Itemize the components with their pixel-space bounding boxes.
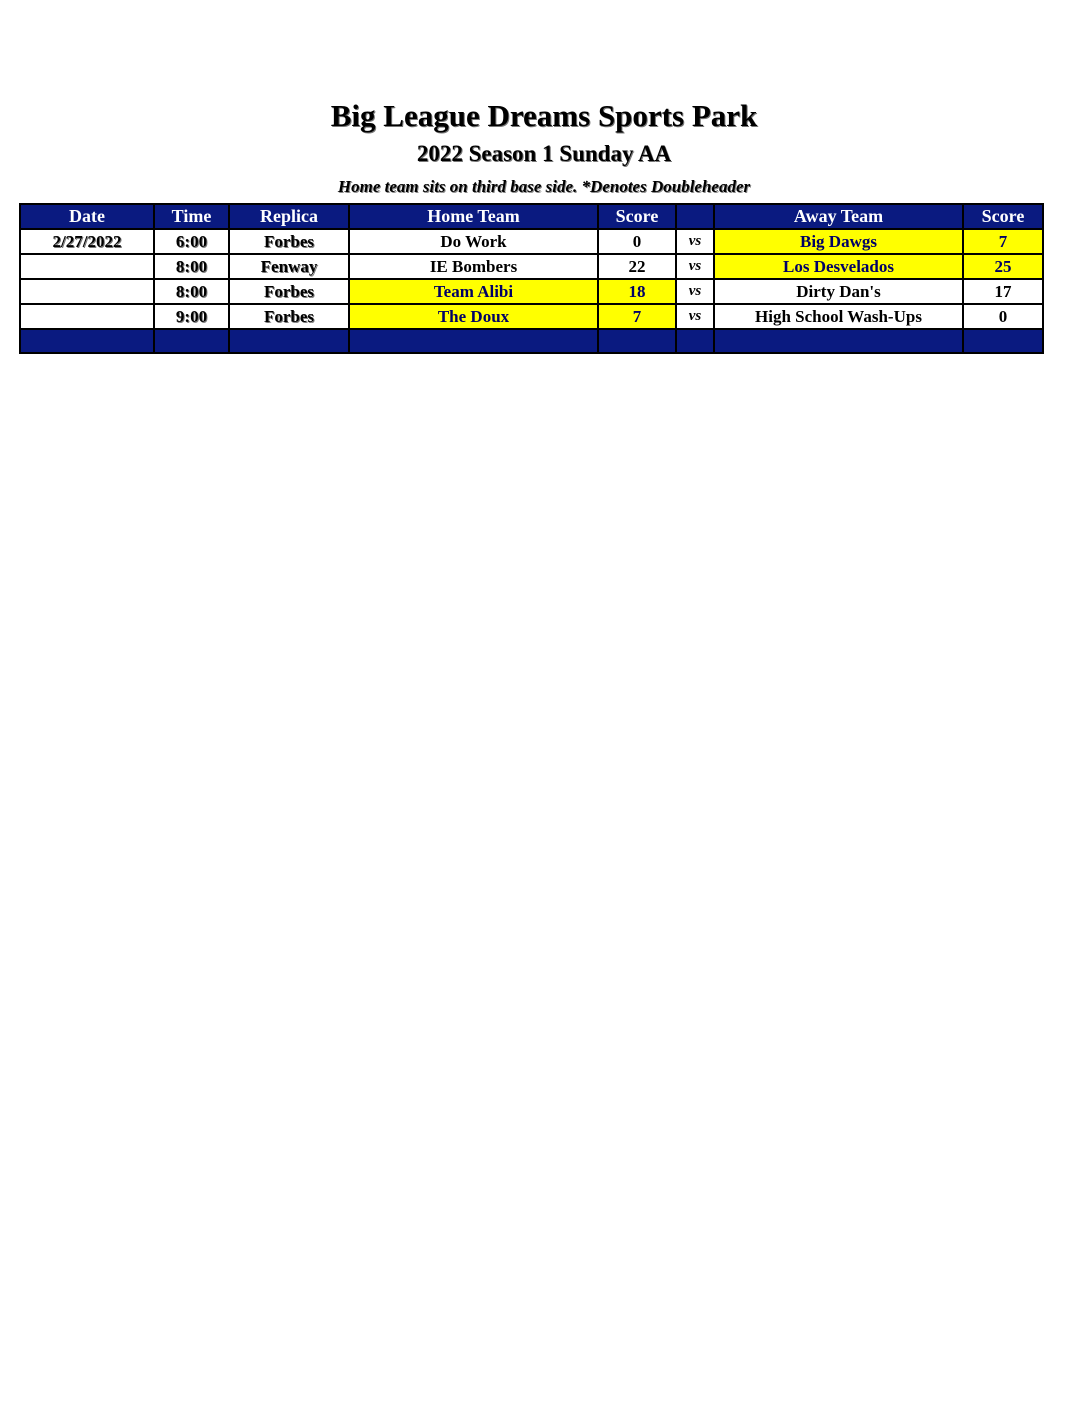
- cell-home-team: Do Work: [349, 229, 598, 254]
- table-row: [20, 279, 1043, 304]
- cell-vs: vs: [676, 254, 714, 279]
- cell-home-score: 18: [598, 279, 676, 304]
- footer-cell: [349, 329, 598, 353]
- footer-cell: [20, 329, 154, 353]
- page-title: Big League Dreams Sports Park: [330, 98, 758, 133]
- table-footer-row: [20, 329, 1043, 353]
- footer-cell: [598, 329, 676, 353]
- col-header-home-team: Home Team: [349, 204, 598, 229]
- cell-away-score: 25: [963, 254, 1043, 279]
- schedule-note: Home team sits on third base side. *Denotes Doubleheader: [337, 177, 751, 196]
- table-row: [20, 254, 1043, 279]
- page-subtitle: 2022 Season 1 Sunday AA: [416, 141, 672, 166]
- schedule-table: [19, 203, 1044, 354]
- cell-time: 8:00: [154, 279, 229, 304]
- footer-cell: [229, 329, 349, 353]
- col-header-home-score: Score: [598, 204, 676, 229]
- cell-away-score: 0: [963, 304, 1043, 329]
- cell-vs: vs: [676, 304, 714, 329]
- cell-away-team: Dirty Dan's: [714, 279, 963, 304]
- cell-date: [20, 254, 154, 279]
- cell-away-score: 7: [963, 229, 1043, 254]
- footer-cell: [676, 329, 714, 353]
- cell-date: [20, 304, 154, 329]
- footer-cell: [963, 329, 1043, 353]
- cell-home-team: IE Bombers: [349, 254, 598, 279]
- cell-vs: vs: [676, 229, 714, 254]
- cell-time: 9:00: [154, 304, 229, 329]
- cell-home-score: 7: [598, 304, 676, 329]
- cell-away-team: Los Desvelados: [714, 254, 963, 279]
- cell-time: 6:00: [154, 229, 229, 254]
- cell-date: 2/27/2022: [20, 229, 154, 254]
- cell-home-score: 0: [598, 229, 676, 254]
- table-row: [20, 229, 1043, 254]
- table-row: [20, 304, 1043, 329]
- cell-vs: vs: [676, 279, 714, 304]
- cell-time: 8:00: [154, 254, 229, 279]
- col-header-vs: [676, 204, 714, 229]
- cell-replica: Forbes: [229, 279, 349, 304]
- cell-date: [20, 279, 154, 304]
- col-header-date: Date: [20, 204, 154, 229]
- cell-away-score: 17: [963, 279, 1043, 304]
- col-header-away-score: Score: [963, 204, 1043, 229]
- cell-replica: Forbes: [229, 229, 349, 254]
- footer-cell: [154, 329, 229, 353]
- cell-replica: Fenway: [229, 254, 349, 279]
- col-header-replica: Replica: [229, 204, 349, 229]
- cell-away-team: High School Wash-Ups: [714, 304, 963, 329]
- cell-away-team: Big Dawgs: [714, 229, 963, 254]
- cell-home-score: 22: [598, 254, 676, 279]
- cell-home-team: Team Alibi: [349, 279, 598, 304]
- col-header-time: Time: [154, 204, 229, 229]
- col-header-away-team: Away Team: [714, 204, 963, 229]
- cell-replica: Forbes: [229, 304, 349, 329]
- cell-home-team: The Doux: [349, 304, 598, 329]
- footer-cell: [714, 329, 963, 353]
- table-header-row: [20, 204, 1043, 229]
